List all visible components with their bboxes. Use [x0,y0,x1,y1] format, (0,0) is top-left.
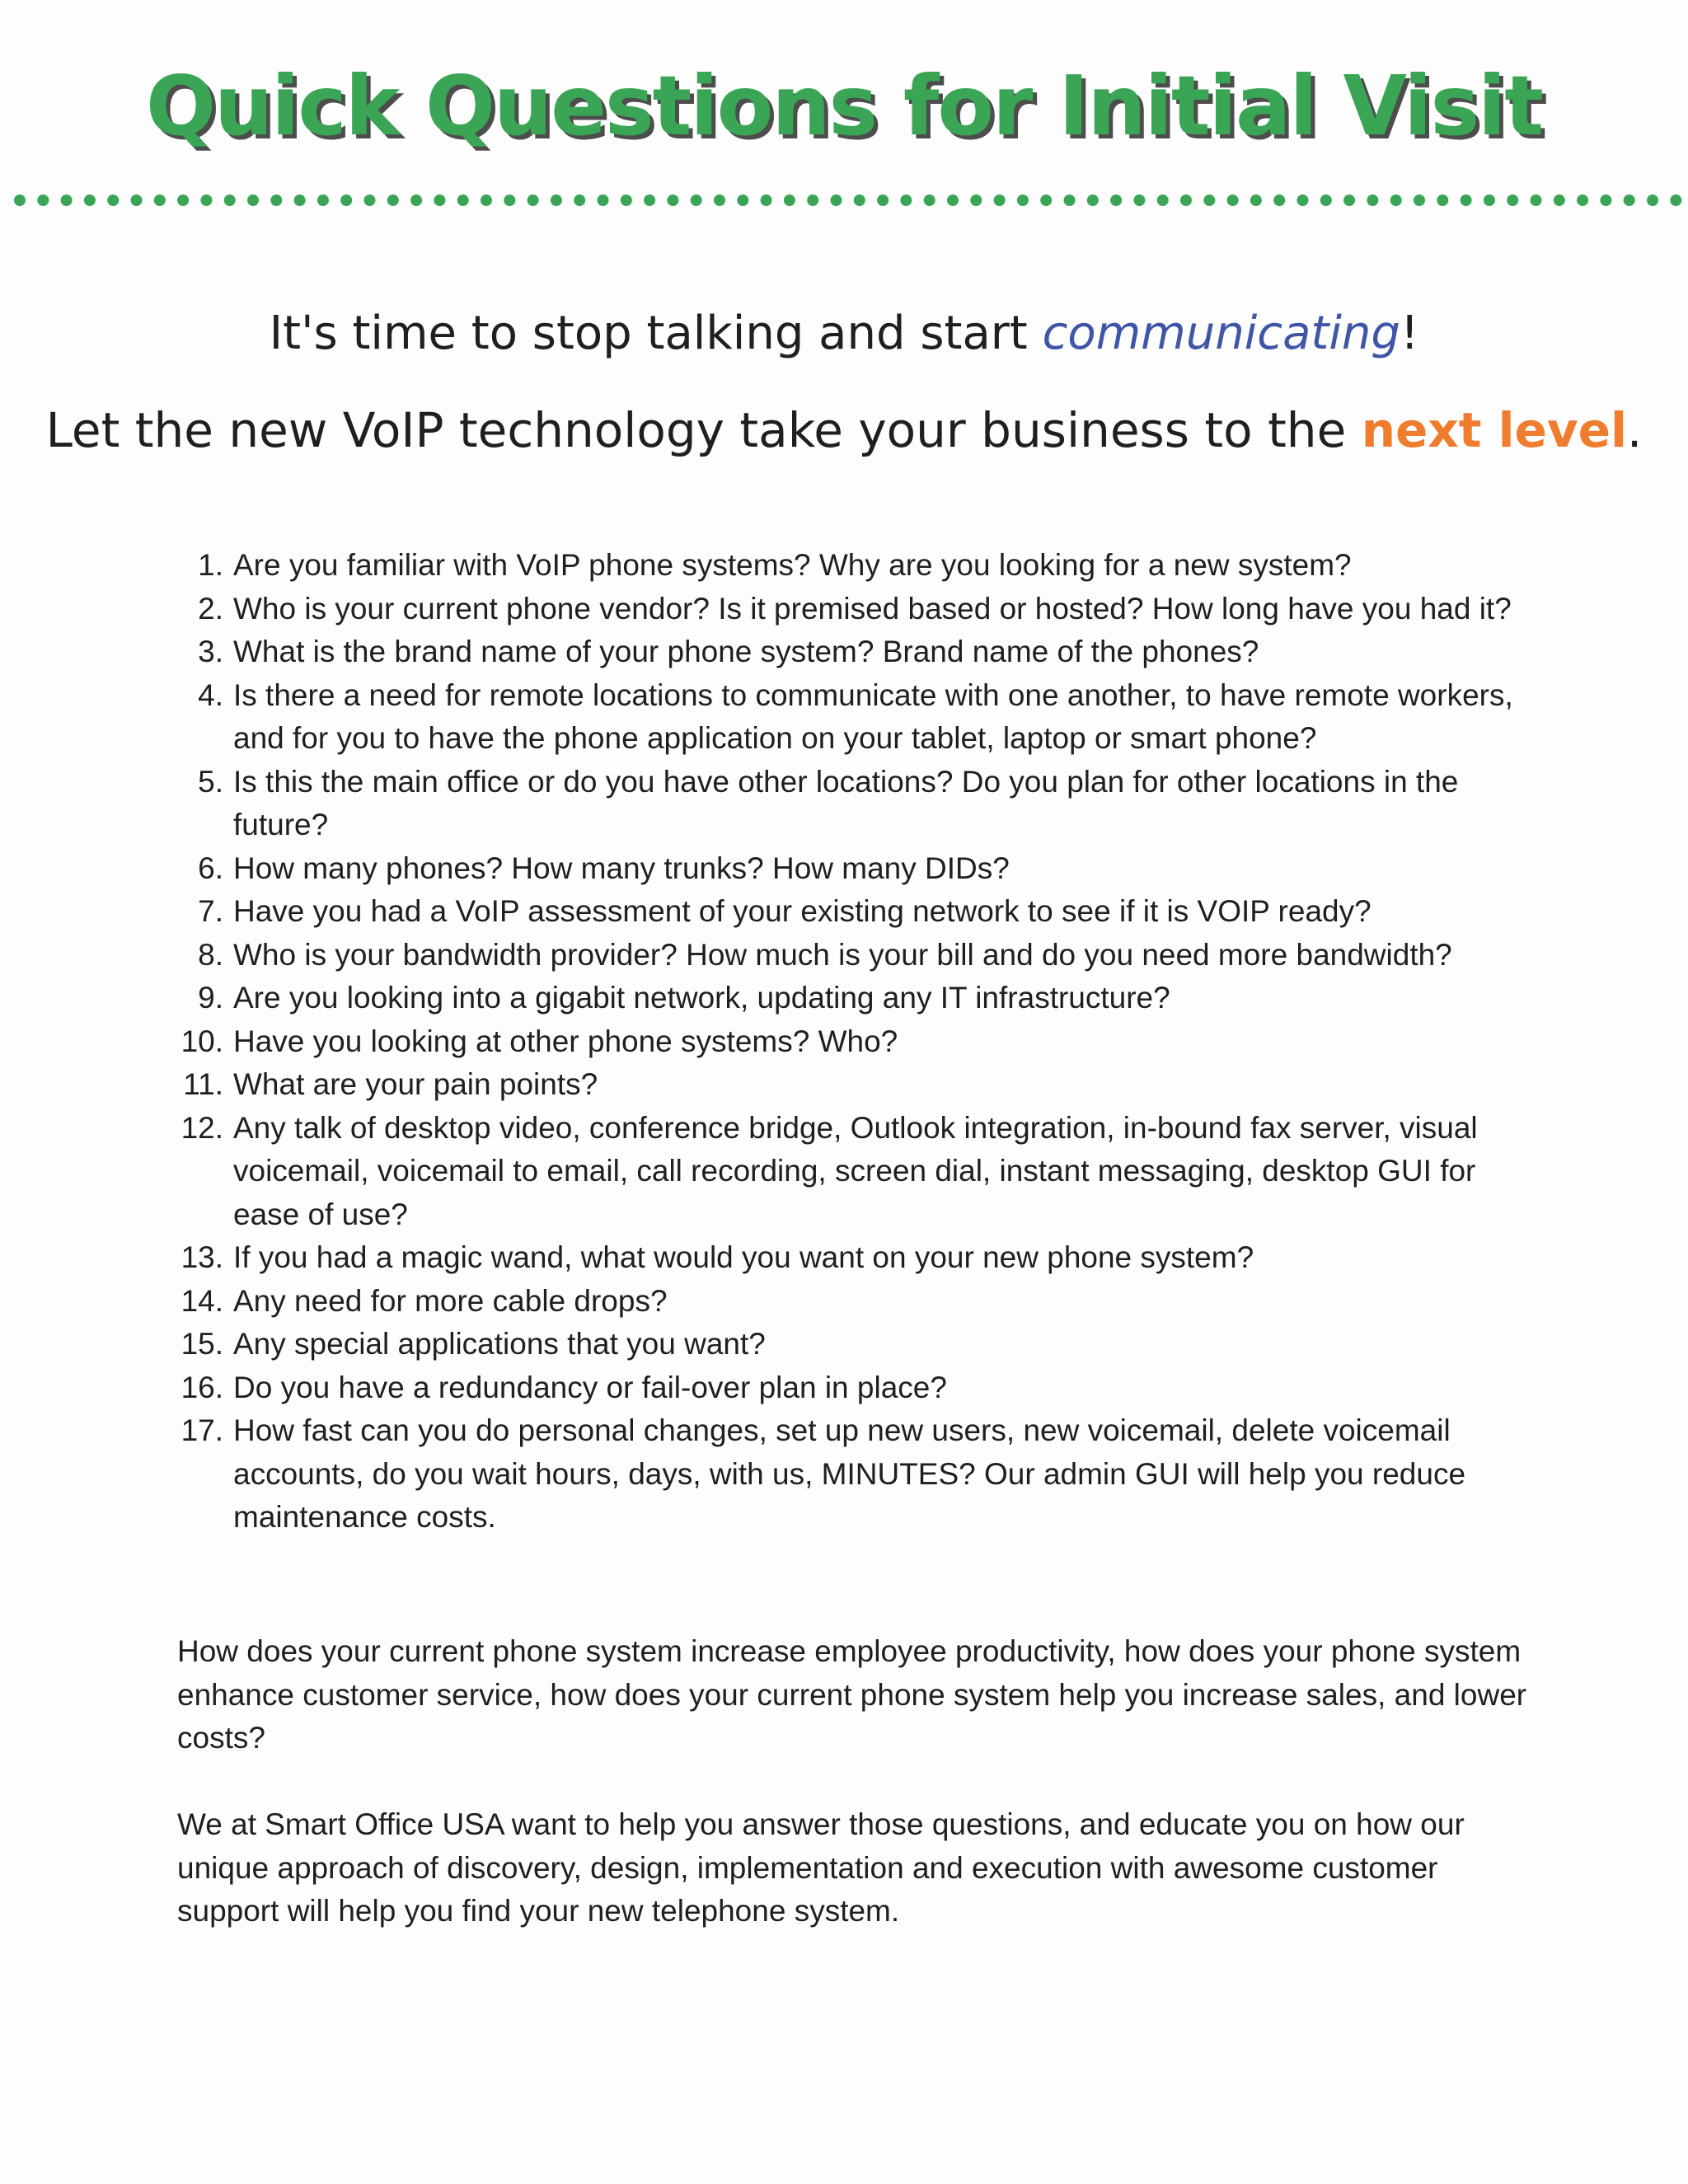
divider-dot [1437,194,1448,206]
tagline1-text: It's time to stop talking and start [269,307,1043,360]
item-text: Are you familiar with VoIP phone systems? Why are you looking for a new system? [233,548,1352,582]
divider-dot [667,194,678,206]
tagline1-highlight: communicating [1042,307,1400,360]
item-text: What are your pain points? [233,1067,598,1101]
divider-dot [200,194,212,206]
divider-dot [1647,194,1658,206]
divider-dot [947,194,959,206]
list-item [177,1280,1529,1324]
divider-dot [107,194,119,206]
divider-dot [1087,194,1099,206]
item-number: 6. [198,851,223,885]
list-item [177,588,1529,631]
divider-dot [621,194,632,206]
divider-dot [247,194,259,206]
divider-dot [691,194,702,206]
list-item [177,1323,1529,1366]
divider-dot [1461,194,1472,206]
item-text: Who is your current phone vendor? Is it premised based or hosted? How long have you had it? [233,591,1512,626]
divider-dot [1343,194,1355,206]
divider-dot [504,194,515,206]
list-item [177,977,1529,1020]
divider-dot [1157,194,1169,206]
tagline1-end: ! [1400,307,1419,360]
divider-dot [434,194,445,206]
list-item [177,674,1529,761]
item-number: 2. [198,591,223,626]
list-item [177,890,1529,934]
item-number: 14. [181,1283,223,1318]
item-number: 1. [198,548,223,582]
divider-dot [270,194,282,206]
divider-dot [224,194,236,206]
item-text: Is this the main office or do you have other locations? Do you plan for other locations in the future? [233,764,1459,841]
item-number: 3. [198,635,223,668]
divider-dot [84,194,96,206]
divider-dot [457,194,469,206]
divider-dot [737,194,748,206]
item-number: 4. [198,677,223,712]
tagline2-text: Let the new VoIP technology take your business to the [45,402,1362,458]
divider-dot [784,194,795,206]
divider-dot [1670,194,1681,206]
item-number: 17. [181,1413,223,1447]
divider-dot [807,194,818,206]
divider-dot [387,194,399,206]
divider-dot [1367,194,1378,206]
list-item [177,847,1529,891]
divider-dot [1040,194,1052,206]
item-number: 11. [183,1067,223,1101]
item-text: Is there a need for remote locations to communicate with one another, to have remote workers, and for you to have the phone application on your tablet, laptop or smart phone? [233,677,1513,755]
divider-dot [644,194,655,206]
list-item [177,934,1529,977]
list-item [177,544,1529,588]
divider-dot [37,194,49,206]
divider-dot [831,194,842,206]
divider-dot [1624,194,1635,206]
item-number: 13. [181,1240,223,1274]
smart-office-paragraph: We at Smart Office USA want to help you answer those questions, and educate you on how our unique approach of discovery, design, implementation and execution with awesome customer support will help you find your new telephone system. [177,1807,1465,1928]
divider-dot [1297,194,1309,206]
tagline-communicating [0,307,1688,360]
divider-dot [61,194,73,206]
list-item [177,630,1529,674]
page-title: Quick Questions for Initial Visit [145,58,1543,154]
item-text: How fast can you do personal changes, set up new users, new voicemail, delete voicemail accounts, do you wait hours, days, with us, MINUTES? Our admin GUI will help you reduce maintenance costs. [233,1413,1466,1534]
item-number: 5. [198,764,223,799]
list-item [177,1107,1529,1237]
divider-dot [1390,194,1402,206]
tagline2-end: . [1626,402,1643,458]
list-item [177,1366,1529,1410]
divider-dot [1064,194,1076,206]
divider-dot [854,194,865,206]
divider-dot [154,194,166,206]
divider-dot [551,194,562,206]
item-number: 7. [198,894,223,928]
divider-dot [1507,194,1518,206]
list-item [177,1236,1529,1280]
item-text: Any special applications that you want? [233,1327,766,1361]
divider-dot [1017,194,1029,206]
divider-dot [877,194,889,206]
item-text: Are you looking into a gigabit network, updating any IT infrastructure? [233,981,1170,1015]
divider-dot [900,194,912,206]
list-item [177,1020,1529,1064]
divider-dot [364,194,376,206]
item-number: 12. [181,1110,223,1145]
item-text: How many phones? How many trunks? How many DIDs? [233,851,1010,885]
divider-dot [14,194,26,206]
divider-dot [1320,194,1332,206]
divider-dot [574,194,585,206]
divider-dot [528,194,539,206]
divider-dot [131,194,143,206]
item-text: Do you have a redundancy or fail-over plan in place? [233,1370,947,1404]
dotted-divider [0,191,1688,209]
item-text: Who is your bandwidth provider? How much is your bill and do you need more bandwidth? [233,937,1452,972]
divider-dot [1484,194,1495,206]
divider-dot [1250,194,1262,206]
divider-dot [410,194,422,206]
tagline2-highlight: next level [1361,402,1627,458]
list-item [177,761,1529,847]
divider-dot [970,194,982,206]
divider-dot [1227,194,1239,206]
divider-dot [1554,194,1565,206]
item-text: If you had a magic wand, what would you want on your new phone system? [233,1240,1254,1274]
item-number: 9. [198,981,223,1015]
item-number: 8. [198,937,223,972]
divider-dot [1600,194,1611,206]
list-item [177,1063,1529,1107]
question-list [177,544,1529,1540]
divider-dot [924,194,935,206]
item-number: 15. [181,1327,223,1361]
item-text: Any need for more cable drops? [233,1283,668,1318]
divider-dot [1577,194,1588,206]
divider-dot [598,194,609,206]
item-number: 16. [181,1370,223,1404]
list-item [177,1409,1529,1540]
item-text: Any talk of desktop video, conference bridge, Outlook integration, in-bound fax server, visual voicemail, voicemail to email, call recording, screen dial, instant messaging, desktop GUI for ease of use? [233,1110,1478,1231]
divider-dot [1531,194,1542,206]
divider-dot [340,194,352,206]
divider-dot [714,194,725,206]
divider-dot [1180,194,1192,206]
productivity-paragraph: How does your current phone system increase employee productivity, how does your phone system enhance customer service, how does your current phone system help you increase sales, and lower costs? [177,1634,1527,1755]
divider-dot [1273,194,1285,206]
divider-dot [177,194,189,206]
divider-dot [1110,194,1122,206]
tagline-next-level [0,402,1688,458]
item-text: Have you had a VoIP assessment of your existing network to see if it is VOIP ready? [233,894,1372,928]
divider-dot [1414,194,1425,206]
divider-dot [994,194,1006,206]
divider-dot [481,194,492,206]
divider-dot [1133,194,1145,206]
item-text: What is the brand name of your phone system? Brand name of the phones? [233,635,1259,668]
divider-dot [294,194,306,206]
divider-dot [317,194,329,206]
item-number: 10. [181,1024,223,1058]
divider-dot [761,194,772,206]
item-text: Have you looking at other phone systems? Who? [233,1024,898,1058]
divider-dot [1203,194,1215,206]
